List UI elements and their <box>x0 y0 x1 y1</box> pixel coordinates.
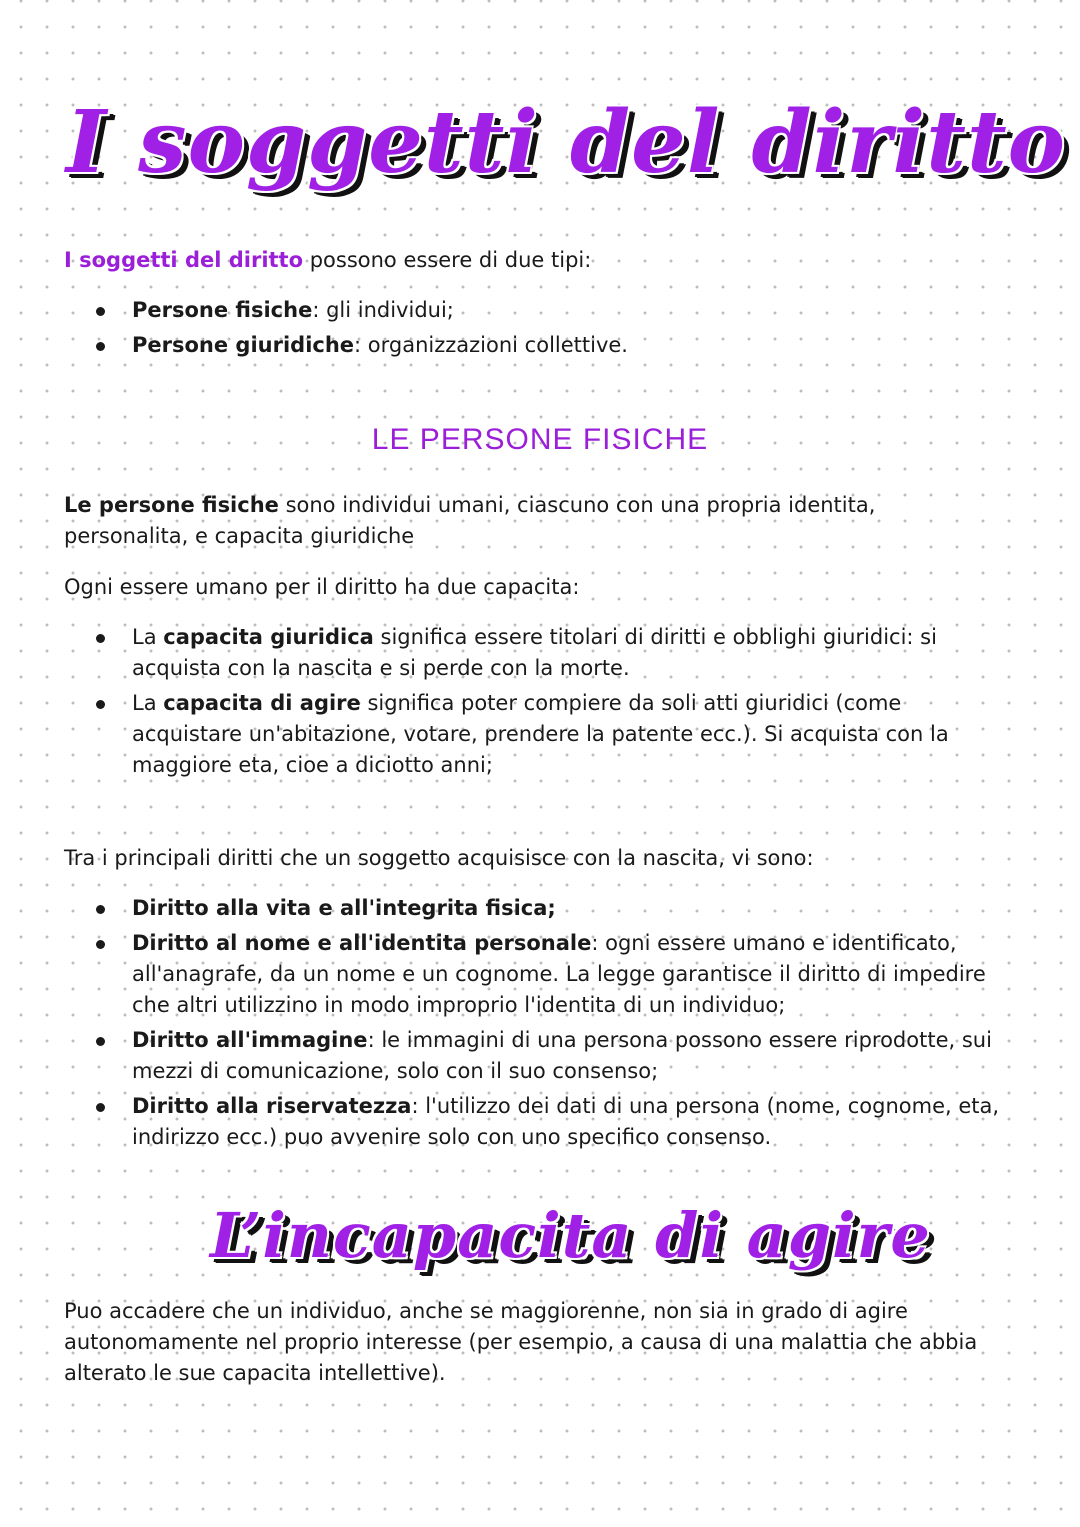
intro-paragraph <box>64 245 1024 276</box>
item-term: Persone giuridiche <box>132 333 355 357</box>
bullet-icon <box>96 1037 105 1046</box>
incapacity-paragraph: Puo accadere che un individuo, anche se maggiorenne, non sia in grado di agire autonomamente nel proprio interesse (per esempio, a causa di una malattia che abbia alterato le sue capacita intellettive). <box>64 1299 978 1385</box>
list-item <box>96 688 1006 781</box>
rights-intro: Tra i principali diritti che un soggetto acquisisce con la nascita, vi sono: <box>64 846 814 870</box>
item-text: : le immagini di una persona possono essere riprodotte, sui mezzi di comunicazione, solo con il suo consenso; <box>132 1028 992 1083</box>
item-text: significa essere titolari di diritti e obblighi giuridici: si acquista con la nascita e si perde con la morte. <box>132 625 937 680</box>
bullet-icon <box>96 634 105 643</box>
para-term: Le persone fisiche <box>64 493 279 517</box>
capacities-list <box>96 622 1006 785</box>
bullet-icon <box>96 940 105 949</box>
item-text: : gli individui; <box>312 298 454 322</box>
bullet-icon <box>96 1103 105 1112</box>
item-text: : ogni essere umano e identificato, all'anagrafe, da un nome e un cognome. La legge garantisce il diritto di impedire che altri utilizzino in modo improprio l'identita di un individuo; <box>132 931 986 1017</box>
list-item <box>96 928 1006 1021</box>
para-text: sono individui umani, ciascuno con una propria identita, personalita, e capacita giuridiche <box>64 493 876 548</box>
intro-rest: possono essere di due tipi: <box>303 248 592 272</box>
section-heading: LE PERSONE FISICHE <box>371 423 709 456</box>
item-term: Diritto al nome e all'identita personale <box>132 931 592 955</box>
item-text: : l'utilizzo dei dati di una persona (nome, cognome, eta, indirizzo ecc.) puo avvenire solo con uno specifico consenso. <box>132 1094 1000 1149</box>
item-prefix: La <box>132 691 164 715</box>
section-title: L’incapacita di agire <box>210 1199 931 1272</box>
subject-types-list <box>96 295 996 365</box>
item-text: : organizzazioni collettive. <box>354 333 628 357</box>
item-term: Diritto all'immagine <box>132 1028 368 1052</box>
intro-term: I soggetti del diritto <box>64 248 304 272</box>
item-term: capacita di agire <box>163 691 361 715</box>
list-item <box>96 622 1006 684</box>
item-term: capacita giuridica <box>163 625 374 649</box>
bullet-icon <box>96 342 105 351</box>
page-title: I soggetti del diritto <box>66 92 1067 193</box>
persone-fisiche-paragraph <box>64 490 964 552</box>
bullet-icon <box>96 307 105 316</box>
item-term: Diritto alla riservatezza <box>132 1094 412 1118</box>
list-item <box>96 1091 1006 1153</box>
item-term: Diritto alla vita e all'integrita fisica; <box>132 896 556 920</box>
rights-list <box>96 893 1006 1157</box>
item-term: Persone fisiche <box>132 298 313 322</box>
item-prefix: La <box>132 625 164 649</box>
bullet-icon <box>96 905 105 914</box>
list-item <box>96 295 996 326</box>
capacities-intro: Ogni essere umano per il diritto ha due capacita: <box>64 575 580 599</box>
list-item <box>96 1025 1006 1087</box>
list-item <box>96 330 996 361</box>
list-item <box>96 893 1006 924</box>
bullet-icon <box>96 700 105 709</box>
item-text: significa poter compiere da soli atti giuridici (come acquistare un'abitazione, votare, prendere la patente ecc.). Si acquista con la maggiore eta, cioe a diciotto anni; <box>132 691 949 777</box>
